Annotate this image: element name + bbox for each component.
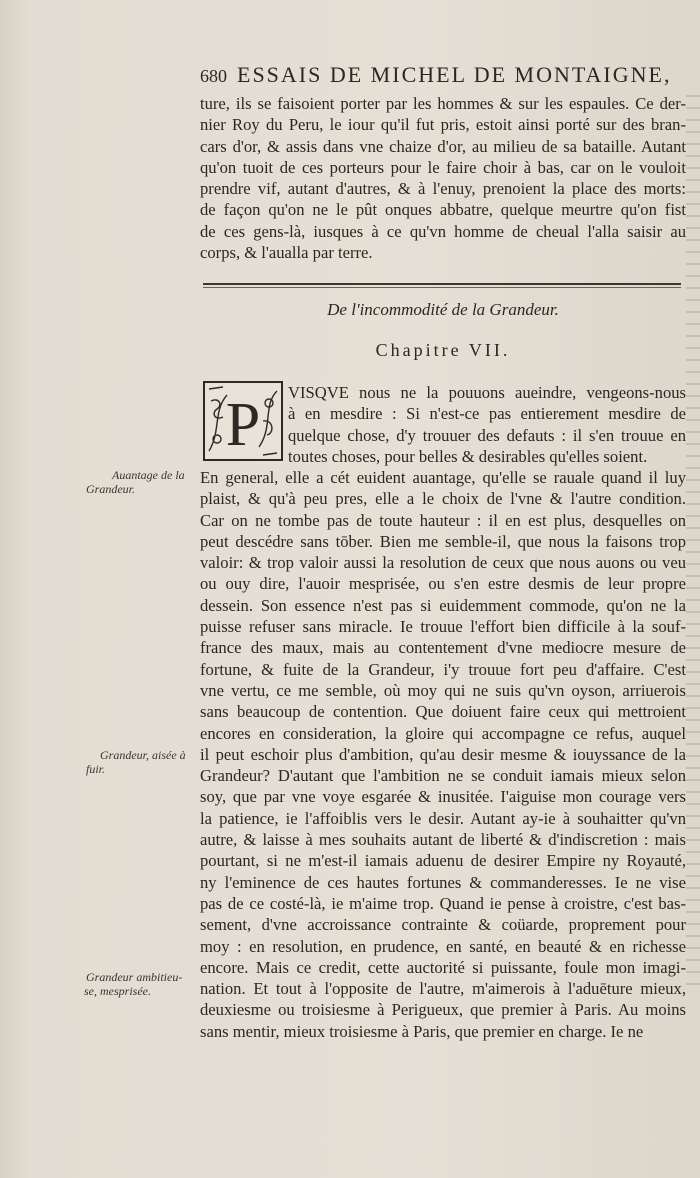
margin-note-2 xyxy=(86,748,186,776)
text-line: Grandeur? D'autant que l'ambition ne se conduit iamais mieux selon xyxy=(200,766,686,786)
section-divider xyxy=(203,283,681,285)
page-number: 680 xyxy=(200,66,227,86)
text-line: puisse refuser sans miracle. Ie trouue l'effort bien difficile à la souf- xyxy=(200,617,686,637)
text-line: prendre vif, autant d'autres, & à l'enuy, prenoient la place des morts: xyxy=(200,179,686,199)
text-line: pourtant, si ne m'est-il iamais aduenu de desirer Empire ny Royauté, xyxy=(200,851,686,871)
margin-note-1-line1: Auantage de la xyxy=(112,468,185,482)
text-line: pas de ce costé-là, ie m'aime trop. Quand ie pense à croistre, c'est bas- xyxy=(200,893,686,913)
text-line: plaist, & qu'à peu pres, elle a le choix de l'vne & l'autre condition. xyxy=(200,489,686,509)
chapter-heading: Chapitre VII. xyxy=(375,340,511,360)
text-line: sans mentir, mieux troisiesme à Paris, que premier en charge. Ie ne xyxy=(200,1021,644,1041)
intro-paragraph xyxy=(200,93,686,263)
text-line: france des maux, mais au contentement d'vne mediocre mesure de xyxy=(200,638,686,658)
margin-note-3 xyxy=(86,970,182,998)
text-line: peut descédre sans tōber. Bien me semble-il, que nous la faisons trop xyxy=(200,531,686,551)
running-title: ESSAIS DE MICHEL DE MONTAIGNE, xyxy=(237,62,672,87)
text-line: à en mesdire : Si n'est-ce pas entierement mesdire de xyxy=(288,404,686,424)
text-line: soy, que par vne voye esgarée & inusitée. I'aiguise mon courage vers xyxy=(200,787,686,807)
text-line: de ces gens-là, iusques à ce qu'vn homme de cheual l'alla saisir au xyxy=(200,221,686,241)
main-paragraph xyxy=(200,467,686,1042)
section-title: De l'incommodité de la Grandeur. xyxy=(327,300,559,319)
text-line: fortune, & fuite de la Grandeur, i'y trouue fort peu d'affaire. C'est xyxy=(200,659,686,679)
text-line: En general, elle a cét euident auantage, qu'elle se rauale quand il luy xyxy=(200,468,686,487)
text-line: nier Roy du Peru, le iour qu'il fut pris, estoit ainsi porté sur des bran- xyxy=(200,115,686,135)
text-line: ou ouy dire, l'auoir mesprisée, ou s'en estre desmis de leur propre xyxy=(200,574,686,594)
text-line: sement, d'vne accroissance contrainte & coüarde, proprement pour xyxy=(200,915,686,935)
opening-paragraph xyxy=(288,382,686,467)
text-line: vne vertu, ce me semble, où moy qui ne suis qu'vn oyson, arriuerois xyxy=(200,680,686,700)
text-line: encores en consideration, la gloire qui accompagne ce refus, auquel xyxy=(200,723,686,743)
margin-note-2-line2: fuir. xyxy=(86,762,106,776)
text-line: la patience, ie l'affoiblis vers le desir. Autant ay-ie à souhaitter qu'vn xyxy=(200,808,686,828)
text-line: valoir: & trop valoir aussi la resolution de ceux que nous auons ou veu xyxy=(200,553,686,573)
text-line: moy : en resolution, en prudence, en santé, en beauté & en richesse xyxy=(200,936,686,956)
text-line: ny l'eminence de ces hautes fortunes & commanderesses. Ie ne vise xyxy=(200,872,686,892)
text-line: deuxiesme ou troisiesme à Perigueux, que premier à Paris. Au moins xyxy=(200,1000,686,1020)
margin-note-1 xyxy=(86,468,185,496)
text-line: cars d'or, & assis dans vne chaize d'or, au milieu de sa bataille. Autant xyxy=(200,136,686,156)
text-line: de façon qu'on ne le pût onques abbatre, quelque meurtre qu'on fist xyxy=(200,200,686,220)
text-line: sans beaucoup de contention. Que doiuent faire ceux qui mettroient xyxy=(200,702,686,722)
text-line: autre, & laisse à mes souhaits autant de liberté & d'indiscretion : mais xyxy=(200,830,686,850)
text-line: qu'on tuoit de ces porteurs pour le faire choir à bas, car on le vouloit xyxy=(200,157,686,177)
text-line: ture, ils se faisoient porter par les hommes & sur les espaules. Ce der- xyxy=(200,94,686,113)
text-line: corps, & l'aualla par terre. xyxy=(200,243,373,263)
running-header xyxy=(200,62,680,88)
ornamental-initial-icon xyxy=(203,381,283,461)
margin-note-1-line2: Grandeur. xyxy=(86,482,136,496)
text-line: VISQVE nous ne la pouuons aueindre, vengeons-nous xyxy=(288,383,686,402)
drop-initial: P xyxy=(225,391,261,459)
margin-note-2-line1: Grandeur, aisée à xyxy=(100,748,186,762)
section-divider-thin xyxy=(203,287,681,288)
margin-note-3-line2: se, mesprisée. xyxy=(84,984,151,998)
text-line: dessein. Son essence n'est pas si euidemment commode, qu'on ne la xyxy=(200,595,686,615)
margin-note-3-line1: Grandeur ambitieu- xyxy=(86,970,183,984)
text-line: Car on ne tombe pas de toute hauteur : il en est plus, desquelles on xyxy=(200,510,686,530)
text-line: toutes choses, pour belles & desirables qu'elles soient. xyxy=(288,446,648,466)
text-line: encore. Mais ce credit, cette auctorité si puissante, foule mon imagi- xyxy=(200,957,686,977)
text-line: il peut eschoir plus d'ambition, qu'au desir mesme & iouyssance de la xyxy=(200,744,686,764)
bleed-through-text xyxy=(686,95,700,995)
text-line: quelque chose, d'y trouuer des defauts : il s'en trouue en xyxy=(288,425,686,445)
text-line: nation. Et tout à l'opposite de l'autre, m'aimerois à l'aduēture mieux, xyxy=(200,979,686,999)
